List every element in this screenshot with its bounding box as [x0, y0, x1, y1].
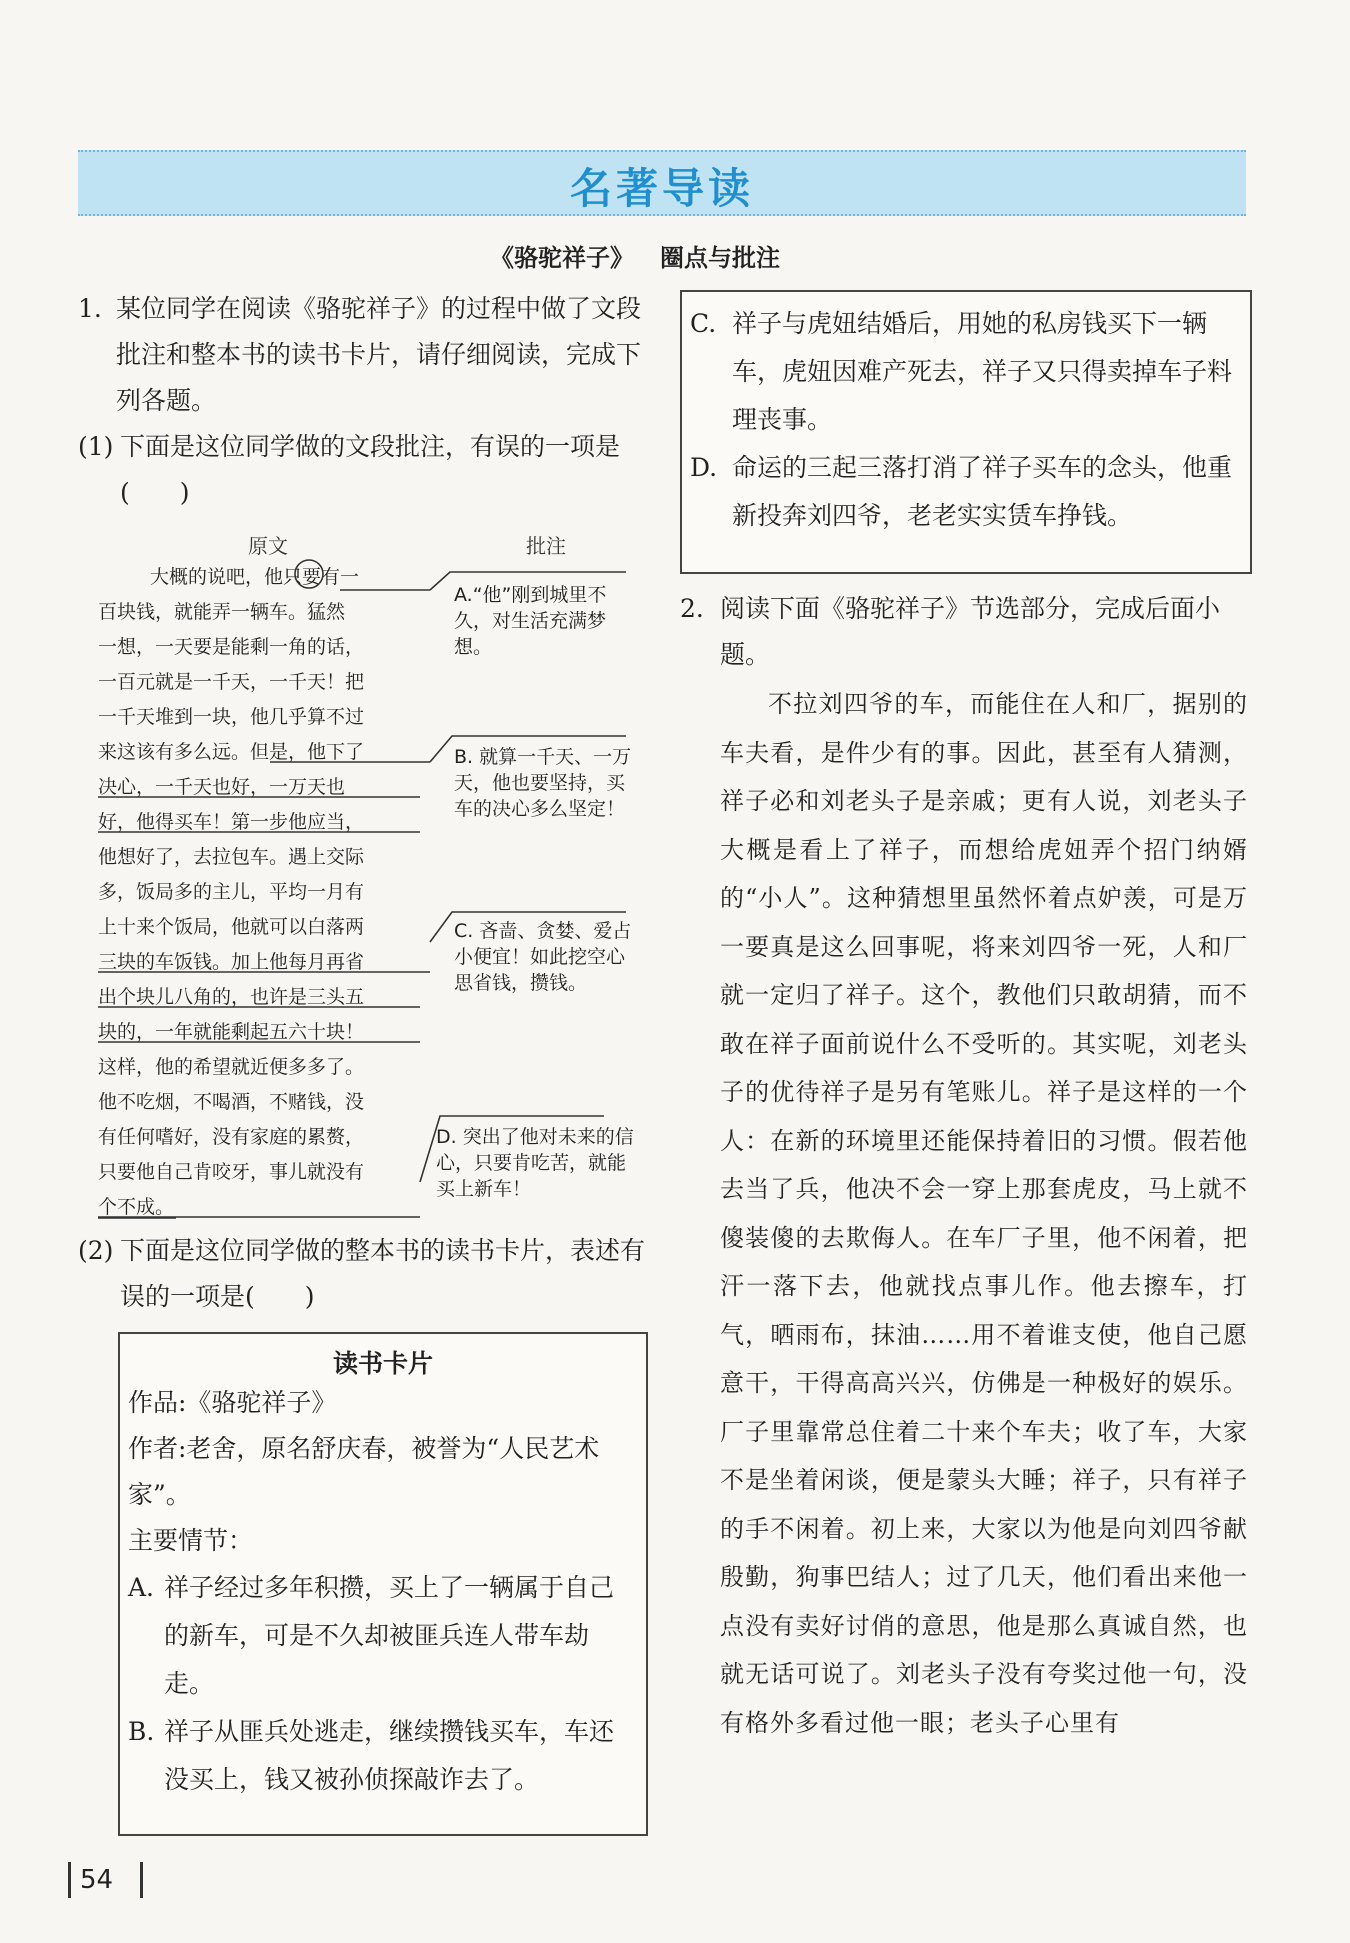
option-text: 祥子从匪兵处逃走，继续攒钱买车，车还没买上，钱又被孙侦探敲诈去了。	[164, 1717, 615, 1794]
question-text: 某位同学在阅读《骆驼祥子》的过程中做了文段批注和整本书的读书卡片，请仔细阅读，完成下列各题。	[116, 294, 642, 415]
question-number: 1.	[78, 294, 102, 323]
option-text: 祥子经过多年积攒，买上了一辆属于自己的新车，可是不久却被匪兵连人带车劫走。	[164, 1573, 615, 1698]
reading-card	[118, 1332, 648, 1836]
passage-line: 他不吃烟，不喝酒，不赌钱，没	[98, 1091, 365, 1113]
book-title: 《骆驼祥子》	[490, 244, 634, 272]
passage-line: 有任何嗜好，没有家庭的累赘，	[98, 1126, 365, 1148]
option-b	[120, 1708, 646, 1804]
connector-a	[430, 572, 626, 590]
option-d	[682, 444, 1250, 540]
option-label: D.	[690, 453, 718, 482]
question-2	[680, 586, 1250, 678]
annotation-a: A.“他”刚到城里不久，对生活充满梦想。	[454, 584, 607, 658]
passage-line: 决心，一千天也好，一万天也	[98, 776, 346, 798]
option-text: 祥子与虎妞结婚后，用她的私房钱买下一辆车，虎妞因难产死去，祥子又只得卖掉车子料理丧事。	[732, 309, 1233, 434]
card-work: 作品:《骆驼祥子》	[128, 1388, 337, 1417]
passage-line: 一千天堆到一块，他几乎算不过	[98, 706, 365, 728]
card-plot-label: 主要情节：	[128, 1526, 254, 1555]
annotation-c: C. 吝啬、贪婪、爱占小便宜！如此挖空心思省钱，攒钱。	[454, 920, 632, 994]
passage-line: 一想，一天要是能剩一角的话，	[98, 636, 365, 658]
annotation-b: B. 就算一千天、一万天，他也要坚持，买车的决心多么坚定！	[454, 746, 632, 820]
card-author: 作者:老舍，原名舒庆春，被誉为“人民艺术家”。	[128, 1434, 600, 1509]
section-title: 名著导读	[569, 164, 754, 213]
circled-word-mark	[295, 560, 323, 588]
annotation-d: D. 突出了他对未来的信心，只要肯吃苦，就能买上新车！	[436, 1126, 634, 1200]
passage-line: 他想好了，去拉包车。遇上交际	[98, 846, 365, 868]
passage-line: 只要他自己肯咬牙，事儿就没有	[98, 1161, 365, 1183]
passage-line: 一百元就是一千天，一千天！把	[98, 671, 365, 693]
option-c	[682, 300, 1250, 444]
passage-line: 这样，他的希望就近便多多了。	[98, 1056, 365, 1078]
passage-line: 百块钱，就能弄一辆车。猛然	[98, 601, 346, 623]
passage-line: 来这该有多么远。但是，他下了	[98, 741, 365, 763]
passage-line: 出个块儿八角的，也许是三头五	[98, 986, 365, 1008]
connector-b	[430, 736, 626, 762]
page-number: 54	[80, 1865, 114, 1895]
card-title: 读书卡片	[332, 1349, 433, 1378]
question-text: 阅读下面《骆驼祥子》节选部分，完成后面小题。	[720, 594, 1221, 669]
novel-excerpt	[720, 680, 1248, 1747]
column-header-original: 原文	[248, 534, 288, 558]
column-header-note: 批注	[526, 534, 566, 558]
subquestion-number: (1)	[78, 432, 114, 461]
subquestion-text: 下面是这位同学做的文段批注，有误的一项是( )	[120, 432, 621, 507]
question-number: 2.	[680, 594, 704, 623]
subquestion-number: (2)	[78, 1236, 114, 1265]
connector-d	[420, 1116, 604, 1182]
excerpt-paragraph: 不拉刘四爷的车，而能住在人和厂，据别的车夫看，是件少有的事。因此，甚至有人猜测，祥子必和刘老头子是亲戚；更有人说，刘老头子大概是看上了祥子，而想给虎妞弄个招门纳婿的“小人”。这种猜想里虽然怀着点妒羡，可是万一要真是这么回事呢，将来刘四爷一死，人和厂就一定归了祥子。这个，教他们只敢胡猜，而不敢在祥子面前说什么不受听的。其实呢，刘老头子的优待祥子是另有笔账儿。祥子是这样的一个人：在新的环境里还能保持着旧的习惯。假若他去当了兵，他决不会一穿上那套虎皮，马上就不傻装傻的去欺侮人。在车厂子里，他不闲着，把汗一落下去，他就找点事儿作。他去擦车，打气，晒雨布，抹油……用不着谁支使，他自己愿意干，干得高高兴兴，仿佛是一种极好的娱乐。厂子里靠常总住着二十来个车夫；收了车，大家不是坐着闲谈，便是蒙头大睡；祥子，只有祥子的手不闲着。初上来，大家以为他是向刘四爷献殷勤，狗事巴结人；过了几天，他们看出来他一点没有卖好讨俏的意思，他是那么真诚自然，也就无话可说了。刘老头子没有夸奖过他一句，没有格外多看过他一眼；老头子心里有	[720, 690, 1248, 1737]
subquestion-text: 下面是这位同学做的整本书的读书卡片，表述有误的一项是( )	[120, 1236, 646, 1311]
option-text: 命运的三起三落打消了祥子买车的念头，他重新投奔刘四爷，老老实实赁车挣钱。	[732, 453, 1233, 530]
passage-line: 多，饭局多的主儿，平均一月有	[98, 881, 365, 903]
option-a	[120, 1564, 646, 1708]
topic-title: 圈点与批注	[660, 244, 780, 272]
passage-line: 上十来个饭局，他就可以白落两	[98, 916, 365, 938]
subquestion-2	[78, 1228, 648, 1320]
page-number-bar-left	[68, 1862, 71, 1898]
passage-line: 大概的说吧，他只要有一	[150, 566, 360, 588]
reading-card-continued	[680, 290, 1252, 574]
option-label: C.	[690, 309, 717, 338]
page-number-bar-right	[140, 1862, 143, 1898]
option-label: A.	[128, 1573, 155, 1602]
connector-c	[430, 912, 626, 942]
passage-line: 三块的车饭钱。加上他每月再省	[98, 951, 365, 973]
option-label: B.	[128, 1717, 155, 1746]
passage-line: 好，他得买车！第一步他应当，	[98, 811, 365, 833]
passage-line: 个不成。	[98, 1196, 175, 1218]
passage-line: 块的，一年就能剩起五六十块！	[98, 1021, 365, 1043]
